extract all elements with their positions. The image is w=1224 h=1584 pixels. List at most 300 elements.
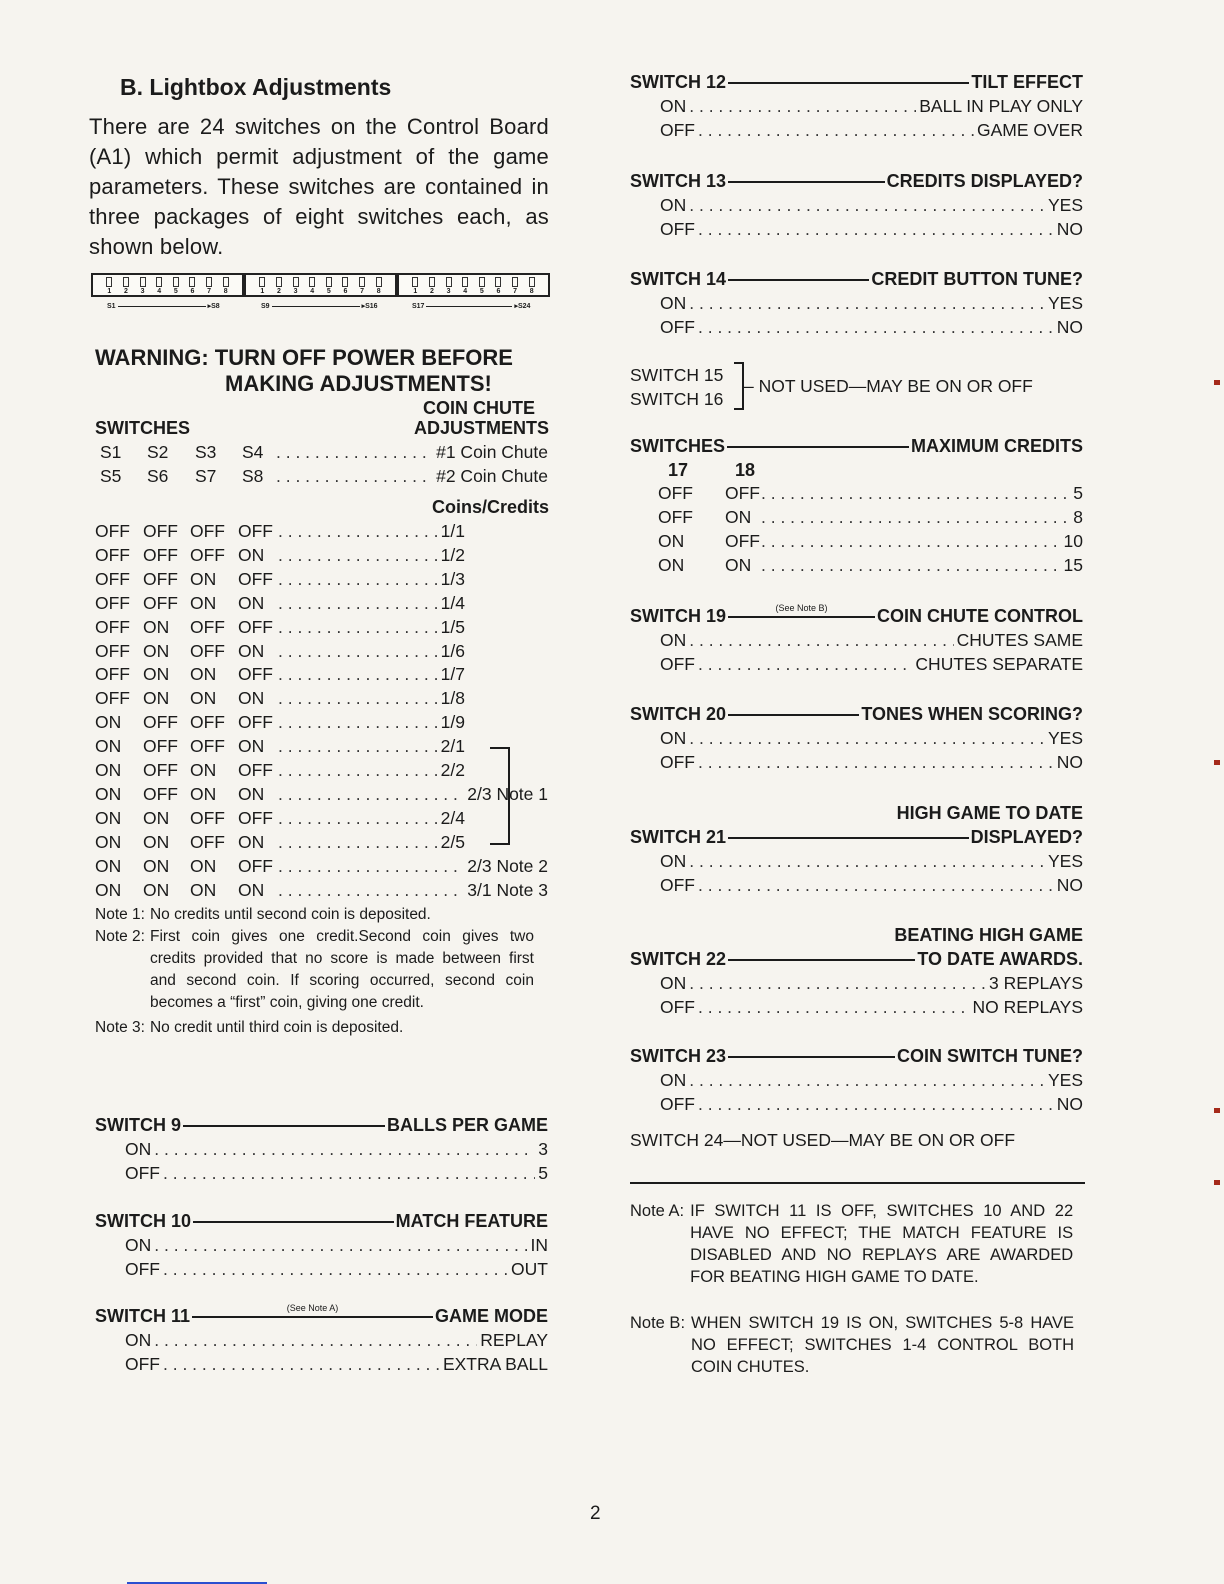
header-rule: [193, 1221, 394, 1223]
switch-setting: OFF: [143, 712, 178, 733]
note-b-text: WHEN SWITCH 19 IS ON, SWITCHES 5-8 HAVE NO EFFECT; SWITCHES 1-4 CONTROL BOTH COIN CHUTES.: [691, 1314, 1075, 1376]
switch-setting: OFF: [95, 521, 130, 541]
dip-switch-lever: [512, 277, 518, 287]
coin-chute-header-1: COIN CHUTE: [423, 398, 535, 418]
leader-dots: [698, 997, 969, 1018]
dip-switch: [307, 277, 317, 296]
sw10-title: MATCH FEATURE: [395, 1211, 548, 1231]
switch-setting: ON: [95, 831, 122, 852]
switch-setting: OFF: [143, 521, 178, 541]
switch-setting: ON: [143, 879, 170, 900]
row-cells: [95, 593, 275, 615]
switch-setting: ON: [190, 688, 217, 709]
range-end: S8: [211, 302, 220, 310]
setting-name: OFF: [660, 875, 695, 895]
leader-dots: [276, 442, 433, 464]
sw13-label: SWITCH 13: [630, 171, 727, 191]
sw14-header: [630, 269, 1083, 290]
max-credits-title: MAXIMUM CREDITS: [911, 436, 1083, 456]
sw13-title: CREDITS DISPLAYED?: [886, 171, 1083, 191]
switch-setting: ON: [95, 879, 122, 900]
setting-name: ON: [660, 728, 687, 748]
dip-switch-lever: [376, 277, 382, 287]
sw19-off-row: [660, 654, 1083, 675]
dip-switch-number: 4: [310, 288, 315, 295]
switch-setting: OFF: [190, 544, 225, 565]
table-row: [95, 466, 548, 488]
leader-dots: [278, 641, 438, 663]
sw20-off-row: [660, 752, 1083, 773]
table-row: [95, 521, 465, 543]
leader-dots: [278, 832, 438, 854]
dip-switch: [291, 277, 301, 296]
setting-value: BALL IN PLAY ONLY: [919, 96, 1083, 116]
switch-setting: ON: [143, 831, 170, 852]
sw22-title: TO DATE AWARDS.: [917, 949, 1083, 969]
switch-setting: OFF: [190, 616, 225, 637]
setting-name: ON: [660, 851, 687, 871]
leader-dots: [761, 531, 1061, 553]
leader-dots: [761, 507, 1070, 529]
setting-value: NO: [1056, 875, 1083, 895]
switch-setting: ON: [190, 879, 217, 900]
leader-dots: [278, 593, 438, 615]
sw21-off-row: [660, 875, 1083, 896]
leader-dots: [761, 555, 1061, 577]
switch-setting: ON: [190, 664, 217, 685]
setting-name: OFF: [660, 997, 695, 1017]
switch-setting: OFF: [190, 807, 225, 828]
dip-switch-lever: [173, 277, 179, 287]
leader-dots: [689, 973, 986, 994]
row-value: 1/8: [440, 688, 465, 709]
edge-mark: [1214, 1180, 1220, 1185]
row-cells: [95, 617, 275, 639]
switch-setting: OFF: [143, 544, 178, 565]
switch-21-title-line-1: HIGH GAME TO DATE: [896, 803, 1083, 823]
note-3: [95, 1017, 550, 1039]
switch-15-16-bracket: [734, 362, 744, 410]
sw10-header: [95, 1211, 548, 1232]
setting-value: NO REPLAYS: [972, 997, 1083, 1017]
dip-switch-lever: [140, 277, 146, 287]
dip-switch: [204, 277, 214, 296]
row-value: 2/4: [440, 807, 465, 828]
leader-dots: [278, 880, 464, 902]
dip-switch-lever: [276, 277, 282, 287]
setting-value: 3 REPLAYS: [988, 973, 1083, 993]
row-value: 1/4: [440, 592, 465, 613]
dip-switch-number: 3: [140, 288, 145, 295]
dip-switch-number: 8: [376, 288, 381, 295]
max-credits-value: 15: [1063, 555, 1083, 575]
setting-value: YES: [1047, 728, 1083, 748]
sw14-off-row: [660, 317, 1083, 338]
header-rule: [728, 1056, 895, 1058]
dip-switch-number: 4: [157, 288, 162, 295]
leader-dots: [278, 760, 438, 782]
leader-dots: [278, 545, 438, 567]
dip-switch-number: 5: [326, 288, 331, 295]
note-label: Note 3:: [95, 1019, 145, 1036]
switch-setting: ON: [95, 736, 122, 757]
switch-setting: ON: [95, 783, 122, 804]
dip-switch-number: 7: [207, 288, 212, 295]
leader-dots: [278, 617, 438, 639]
range-start: S1: [107, 302, 116, 310]
sw21-header: [630, 827, 1083, 848]
leader-dots: [689, 195, 1045, 216]
dip-switch-lever: [223, 277, 229, 287]
row-value: 1/2: [440, 544, 465, 565]
coins-credits-header: Coins/Credits: [431, 497, 549, 517]
dip-switch-lever: [156, 277, 162, 287]
row-cells: [95, 466, 273, 488]
leader-dots: [698, 317, 1054, 338]
setting-value: YES: [1047, 1070, 1083, 1090]
switch-setting: OFF: [190, 831, 225, 852]
dip-switch-number: 6: [190, 288, 195, 295]
switch-setting: OFF: [95, 544, 130, 565]
sw21-title: DISPLAYED?: [970, 827, 1083, 847]
sw9-label: SWITCH 9: [95, 1115, 182, 1135]
note-text: No credit until third coin is deposited.: [149, 1019, 404, 1036]
dip-switch-lever: [106, 277, 112, 287]
switch-setting: ON: [95, 855, 122, 876]
row-cells: [95, 784, 275, 806]
sw19-title: COIN CHUTE CONTROL: [877, 606, 1083, 626]
switch-setting: OFF: [190, 736, 225, 757]
switch-setting: OFF: [238, 616, 273, 637]
setting-name: OFF: [660, 120, 695, 140]
sw19-label: SWITCH 19: [630, 606, 727, 626]
switch-setting: ON: [190, 760, 217, 780]
dip-switch: [154, 277, 164, 296]
row-cells: [95, 712, 275, 734]
leader-dots: [278, 569, 438, 591]
package-range-3: S17 ▸ S24: [412, 302, 531, 310]
row-cells: [658, 555, 758, 577]
switch-setting: ON: [238, 544, 265, 565]
switch-setting: OFF: [238, 855, 273, 876]
dip-switch-lever: [123, 277, 129, 287]
dip-switch: [221, 277, 231, 296]
setting-value: REPLAY: [480, 1330, 548, 1350]
dip-switch-lever: [359, 277, 365, 287]
max-credits-row: [658, 507, 1083, 529]
setting-value: 3: [538, 1139, 548, 1159]
switch-18-setting: ON: [725, 507, 752, 527]
switch-setting: ON: [238, 783, 265, 804]
setting-value: 5: [538, 1163, 548, 1183]
setting-name: ON: [660, 630, 687, 650]
table-row: [95, 712, 465, 734]
switch-setting: ON: [143, 640, 170, 661]
note-b: [630, 1312, 1085, 1378]
max-credits-header: [630, 436, 1083, 457]
note-label: Note 1:: [95, 906, 145, 923]
note-label: Note 2:: [95, 928, 145, 945]
switch-setting: OFF: [238, 664, 273, 685]
sw9-off-row: [125, 1163, 548, 1184]
sw14-label: SWITCH 14: [630, 269, 727, 289]
row-cells: [95, 545, 275, 567]
dip-switch: [324, 277, 334, 296]
row-value: 2/5: [440, 831, 465, 852]
row-value: #1 Coin Chute: [436, 442, 548, 462]
dip-switch-number: 2: [276, 288, 281, 295]
switch-setting: OFF: [143, 592, 178, 613]
setting-name: OFF: [660, 654, 695, 674]
leader-dots: [276, 466, 433, 488]
switch-15-16-text: NOT USED—MAY BE ON OR OFF: [758, 376, 1033, 396]
setting-name: ON: [660, 195, 687, 215]
row-value: 1/7: [440, 664, 465, 685]
sw23-off-row: [660, 1094, 1083, 1115]
notes-divider: [630, 1182, 1085, 1184]
switch-17-setting: OFF: [658, 483, 693, 503]
table-row: [95, 593, 465, 615]
setting-value: EXTRA BALL: [442, 1354, 548, 1374]
switch-setting: S4: [242, 442, 264, 462]
switches-header: SWITCHES: [95, 418, 191, 438]
leader-dots: [689, 96, 916, 117]
dip-switch-lever: [446, 277, 452, 287]
dip-switch-number: 8: [529, 288, 534, 295]
sw10-off-row: [125, 1259, 548, 1280]
sw21-on-row: [660, 851, 1083, 872]
row-cells: [95, 688, 275, 710]
sw12-on-row: [660, 96, 1083, 117]
notes-block: [95, 904, 550, 1039]
sw13-on-row: [660, 195, 1083, 216]
row-value: 3/1 Note 3: [467, 879, 548, 900]
leader-dots: [163, 1163, 535, 1184]
dip-switch-number: 7: [513, 288, 518, 295]
switch-15-label: SWITCH 15: [630, 365, 724, 385]
note-a-text: IF SWITCH 11 IS OFF, SWITCHES 10 AND 22 HAVE NO EFFECT; THE MATCH FEATURE IS DISABLED AND NO REPLAYS ARE AWARDED FOR BEATING HIGH GAME TO DATE.: [690, 1202, 1074, 1286]
note-b-label: Note B:: [630, 1314, 686, 1332]
sw9-title: BALLS PER GAME: [386, 1115, 548, 1135]
switch-setting: OFF: [95, 664, 130, 685]
table-row: [95, 664, 465, 686]
table-row: [95, 545, 465, 567]
switch-setting: OFF: [143, 736, 178, 757]
max-credits-row: [658, 555, 1083, 577]
dip-switch-lever: [412, 277, 418, 287]
setting-value: YES: [1047, 195, 1083, 215]
sw13-header: [630, 171, 1083, 192]
leader-dots: [154, 1139, 535, 1160]
leader-dots: [154, 1235, 527, 1256]
sw22-header: [630, 949, 1083, 970]
setting-value: NO: [1056, 317, 1083, 337]
row-cells: [658, 507, 758, 529]
table-row: [95, 808, 465, 830]
max-credits-value: 8: [1073, 507, 1083, 527]
switch-17-setting: OFF: [658, 507, 693, 527]
dip-switch: [374, 277, 384, 296]
dip-switch: [410, 277, 420, 296]
switch-setting: ON: [238, 592, 265, 613]
leader-dots: [278, 664, 438, 686]
switch-18-setting: OFF: [725, 531, 760, 551]
max-credits-row: [658, 531, 1083, 553]
sw22-off-row: [660, 997, 1083, 1018]
table-row: [95, 760, 465, 782]
page-number: 2: [590, 1503, 601, 1524]
table-row: [95, 617, 465, 639]
row-cells: [658, 531, 758, 553]
sw20-on-row: [660, 728, 1083, 749]
sw13-off-row: [660, 219, 1083, 240]
dip-switch-number: 3: [446, 288, 451, 295]
dip-switch-number: 2: [123, 288, 128, 295]
switch-setting: OFF: [190, 712, 225, 733]
setting-value: YES: [1047, 293, 1083, 313]
dip-switch-number: 6: [496, 288, 501, 295]
package-range-2: S9 ▸ S16: [261, 302, 378, 310]
dip-switch: [510, 277, 520, 296]
note-a: [630, 1200, 1085, 1288]
row-cells: [95, 521, 275, 543]
row-value: 1/1: [440, 521, 465, 541]
sw20-title: TONES WHEN SCORING?: [861, 704, 1083, 724]
note-1: [95, 904, 550, 926]
dip-switch-number: 7: [360, 288, 365, 295]
warning-line-2: MAKING ADJUSTMENTS!: [225, 371, 492, 396]
dip-switch: [274, 277, 284, 296]
row-cells: [95, 808, 275, 830]
leader-dots: [698, 120, 974, 141]
table-row: [95, 442, 548, 464]
sw9-header: [95, 1115, 548, 1136]
header-rule: [728, 602, 875, 618]
switch-setting: ON: [190, 592, 217, 613]
dip-switch: [104, 277, 114, 296]
switch-setting: OFF: [95, 616, 130, 637]
switch-package-3: [397, 273, 550, 297]
intro-paragraph: There are 24 switches on the Control Board (A1) which permit adjustment of the game parameters. These switches are contained in three packages of eight switches each, as shown below.: [89, 114, 549, 259]
switch-setting: OFF: [95, 568, 130, 589]
header-rule: [728, 181, 885, 183]
max-credits-col-17: 17: [668, 460, 689, 480]
dip-switch-lever: [309, 277, 315, 287]
row-value: 1/3: [440, 568, 465, 589]
dip-switch-number: 1: [413, 288, 418, 295]
switch-setting: OFF: [238, 521, 273, 541]
switch-setting: ON: [95, 807, 122, 828]
switch-setting: S2: [147, 442, 169, 462]
row-cells: [95, 569, 275, 591]
leader-dots: [278, 808, 438, 830]
dip-switch-number: 1: [107, 288, 112, 295]
switch-setting: ON: [143, 855, 170, 876]
dip-switch: [460, 277, 470, 296]
row-value: 1/5: [440, 616, 465, 637]
sw11-title: GAME MODE: [434, 1306, 548, 1326]
switch-setting: OFF: [238, 760, 273, 780]
sw11-note: (See Note A): [286, 1302, 339, 1313]
row-value: 2/3 Note 1: [467, 783, 548, 804]
sw12-label: SWITCH 12: [630, 72, 727, 92]
row-cells: [95, 664, 275, 686]
dip-switch-number: 5: [173, 288, 178, 295]
note-text: First coin gives one credit.Second coin gives two credits provided that no score is made between first and second coin. If scoring occurred, second coin becomes a “first” coin, giving one credit.: [149, 928, 534, 1011]
setting-name: ON: [125, 1139, 152, 1159]
row-cells: [95, 442, 273, 464]
leader-dots: [154, 1330, 477, 1351]
table-row: [95, 856, 548, 878]
table-row: [95, 688, 465, 710]
switch-setting: ON: [238, 640, 265, 661]
leader-dots: [278, 521, 438, 543]
switch-setting: ON: [143, 807, 170, 828]
table-row: [95, 736, 465, 758]
header-rule: [192, 1302, 433, 1318]
setting-value: NO: [1056, 1094, 1083, 1114]
note-a-label: Note A:: [630, 1202, 685, 1220]
dip-switch: [493, 277, 503, 296]
sw19-note: (See Note B): [775, 602, 828, 613]
sw22-label: SWITCH 22: [630, 949, 727, 969]
header-rule: [728, 837, 969, 839]
switch-setting: OFF: [95, 592, 130, 613]
switch-setting: OFF: [95, 688, 130, 709]
table-row: [95, 569, 465, 591]
sw23-title: COIN SWITCH TUNE?: [897, 1046, 1083, 1066]
setting-value: YES: [1047, 851, 1083, 871]
leader-dots: [689, 630, 953, 651]
switch-setting: OFF: [238, 568, 273, 589]
range-end: S16: [365, 302, 378, 310]
sw11-off-row: [125, 1354, 548, 1375]
switch-setting: OFF: [190, 521, 225, 541]
switch-setting: S6: [147, 466, 169, 486]
setting-value: CHUTES SEPARATE: [915, 654, 1083, 674]
setting-name: OFF: [660, 1094, 695, 1114]
leader-dots: [698, 752, 1054, 773]
dip-switch-lever: [206, 277, 212, 287]
dip-switch: [340, 277, 350, 296]
row-cells: [95, 641, 275, 663]
setting-name: OFF: [125, 1354, 160, 1374]
sw12-header: [630, 72, 1083, 93]
range-end: S24: [517, 302, 531, 310]
switch-setting: S7: [195, 466, 217, 486]
switch-24-text: SWITCH 24—NOT USED—MAY BE ON OR OFF: [630, 1130, 1016, 1150]
switch-18-setting: OFF: [725, 483, 760, 503]
row-value: 1/9: [440, 712, 465, 733]
dip-switch-number: 5: [479, 288, 484, 295]
row-value: 2/3 Note 2: [467, 855, 548, 876]
max-credits-label: SWITCHES: [630, 436, 726, 456]
leader-dots: [278, 784, 464, 806]
sw12-off-row: [660, 120, 1083, 141]
dip-switch-number: 6: [343, 288, 348, 295]
header-rule: [728, 279, 869, 281]
section-title: B. Lightbox Adjustments: [120, 74, 392, 100]
setting-name: ON: [660, 96, 687, 116]
sw14-title: CREDIT BUTTON TUNE?: [871, 269, 1083, 289]
leader-dots: [278, 688, 438, 710]
dip-switch-lever: [429, 277, 435, 287]
dip-switch: [527, 277, 537, 296]
dip-switch: [171, 277, 181, 296]
leader-dots: [689, 293, 1045, 314]
switch-package-2: [244, 273, 397, 297]
dip-switch-lever: [479, 277, 485, 287]
